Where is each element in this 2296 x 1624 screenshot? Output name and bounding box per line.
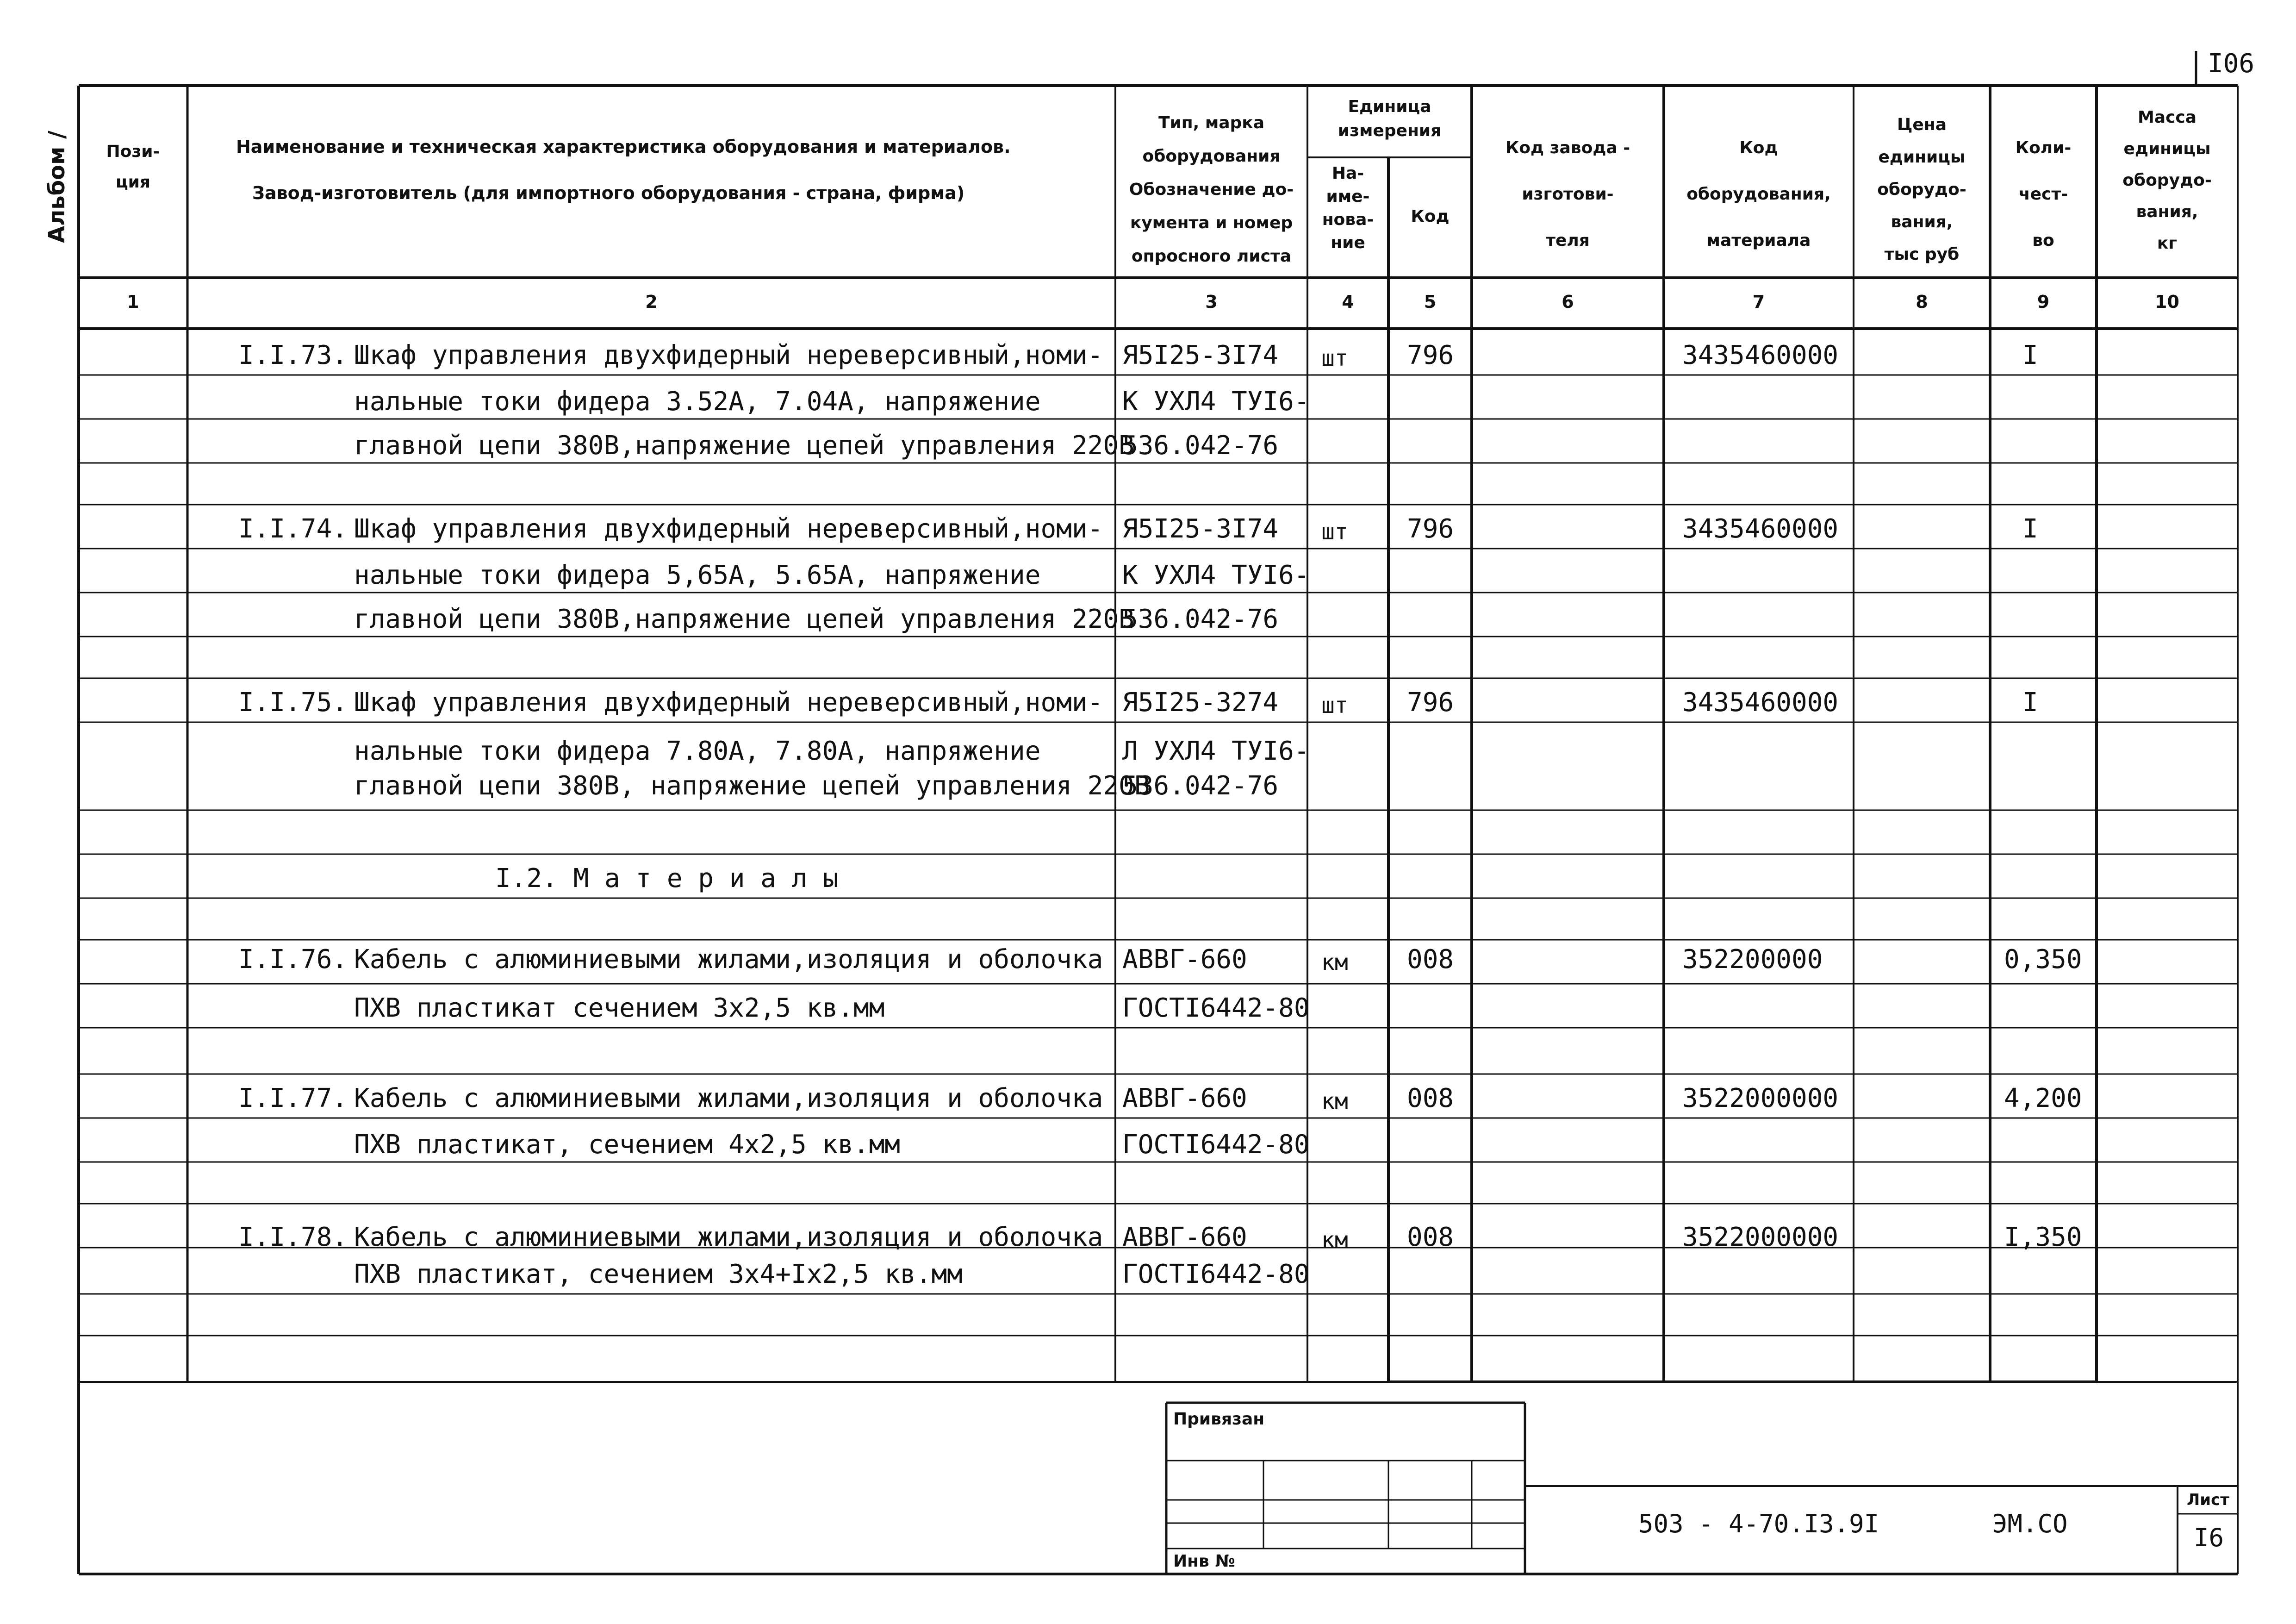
row-equipment-code: 3435460000 xyxy=(1682,340,1839,370)
row-name-line: главной цепи 380В, напряжение цепей управления 220В xyxy=(354,771,1150,801)
row-unit: шт xyxy=(1321,345,1348,371)
header-type: Тип, марка оборудования Обозначение до- кумента и номер опросного листа xyxy=(1129,113,1294,266)
row-name-line: ПХВ пластикат сечением 3х2,5 кв.мм xyxy=(354,993,885,1023)
row-type-line: Л УХЛ4 ТУI6- xyxy=(1122,736,1310,766)
row-type-line: Я5I25-3I74 xyxy=(1122,340,1279,370)
section-title: I.2. М а т е р и а л ы xyxy=(495,863,839,893)
header-name-line1: Наименование и техническая характеристика оборудования и материалов. xyxy=(236,137,1011,157)
col-number: 9 xyxy=(2037,292,2050,312)
row-unit-code: 796 xyxy=(1407,340,1454,370)
row-unit-code: 008 xyxy=(1407,1222,1454,1252)
row-type-line: Я5I25-3274 xyxy=(1122,687,1279,718)
sheet-number: I6 xyxy=(2194,1523,2224,1552)
row-equipment-code: 3435460000 xyxy=(1682,514,1839,544)
header-equipment-code: Код оборудования, материала xyxy=(1686,138,1831,250)
header-price: Цена единицы оборудо- вания, тыс руб xyxy=(1877,115,1966,264)
row-name-line: ПХВ пластикат, сечением 3х4+Iх2,5 кв.мм xyxy=(354,1259,963,1289)
row-name-line: Кабель с алюминиевыми жилами,изоляция и оболочка xyxy=(354,1083,1103,1113)
row-name-line: главной цепи 380В,напряжение цепей управления 220В xyxy=(354,431,1134,461)
row-position: I.I.74. xyxy=(238,514,348,544)
row-equipment-code: 3522000000 xyxy=(1682,1083,1839,1113)
sheet-label: Лист xyxy=(2187,1491,2229,1509)
col-number: 2 xyxy=(645,292,658,312)
header-factory-code: Код завода - изготови- теля xyxy=(1505,138,1630,250)
row-name-line: Кабель с алюминиевыми жилами,изоляция и оболочка xyxy=(354,1222,1103,1252)
row-unit: шт xyxy=(1321,519,1348,545)
col-number: 3 xyxy=(1205,292,1218,312)
stamp-inventory-label: Инв № xyxy=(1173,1552,1235,1571)
row-position: I.I.78. xyxy=(238,1222,348,1252)
row-quantity: I xyxy=(2022,687,2038,718)
row-unit-code: 008 xyxy=(1407,944,1454,974)
col-number: 8 xyxy=(1916,292,1928,312)
row-unit: км xyxy=(1321,949,1348,975)
row-type-line: АВВГ-660 xyxy=(1122,944,1247,974)
row-position: I.I.77. xyxy=(238,1083,348,1113)
row-unit-code: 008 xyxy=(1407,1083,1454,1113)
row-quantity: 4,200 xyxy=(2004,1083,2082,1113)
row-position: I.I.73. xyxy=(238,340,348,370)
header-unit-code: Код xyxy=(1411,207,1450,226)
row-type-line: 536.042-76 xyxy=(1122,604,1279,634)
row-type-line: К УХЛ4 ТУI6- xyxy=(1122,560,1310,590)
row-unit-code: 796 xyxy=(1407,514,1454,544)
col-number: 4 xyxy=(1342,292,1354,312)
row-quantity: I xyxy=(2022,340,2038,370)
row-name-line: Шкаф управления двухфидерный нереверсивный,номи- xyxy=(354,514,1103,544)
header-quantity: Коли- чест- во xyxy=(2015,138,2072,250)
row-equipment-code: 3435460000 xyxy=(1682,687,1839,718)
col-number: 10 xyxy=(2155,292,2179,312)
header-unit: Единица измерения xyxy=(1338,97,1442,140)
row-name-line: нальные токи фидера 7.80А, 7.80А, напряжение xyxy=(354,736,1041,766)
row-unit-code: 796 xyxy=(1407,687,1454,718)
row-type-line: К УХЛ4 ТУI6- xyxy=(1122,387,1310,417)
row-position: I.I.76. xyxy=(238,944,348,974)
header-mass: Масса единицы оборудо- вания, кг xyxy=(2122,108,2212,253)
col-number: 7 xyxy=(1752,292,1765,312)
document-mark: ЭМ.СО xyxy=(1992,1509,2068,1538)
row-name-line: Шкаф управления двухфидерный нереверсивный,номи- xyxy=(354,340,1103,370)
col-number: 6 xyxy=(1562,292,1574,312)
row-name-line: Шкаф управления двухфидерный нереверсивный,номи- xyxy=(354,687,1103,718)
header-name-line2: Завод-изготовитель (для импортного оборудования - страна, фирма) xyxy=(252,183,965,203)
stamp-attached-label: Привязан xyxy=(1173,1410,1265,1429)
page-number: I06 xyxy=(2208,49,2255,79)
row-position: I.I.75. xyxy=(238,687,348,718)
row-type-line: АВВГ-660 xyxy=(1122,1222,1247,1252)
header-position: Пози- ция xyxy=(106,142,160,192)
row-type-line: Я5I25-3I74 xyxy=(1122,514,1279,544)
document-code: 503 - 4-70.I3.9I xyxy=(1638,1509,1879,1538)
col-number: 5 xyxy=(1424,292,1437,312)
header-unit-name: На- име- нова- ние xyxy=(1322,164,1374,252)
row-type-line: 536.042-76 xyxy=(1122,431,1279,461)
row-type-line: ГОСТI6442-80 xyxy=(1122,993,1310,1023)
row-equipment-code: 352200000 xyxy=(1682,944,1823,974)
row-quantity: I xyxy=(2022,514,2038,544)
album-label: Альбом / xyxy=(44,131,70,243)
row-name-line: нальные токи фидера 5,65А, 5.65А, напряжение xyxy=(354,560,1041,590)
row-type-line: АВВГ-660 xyxy=(1122,1083,1247,1113)
row-type-line: ГОСТI6442-80 xyxy=(1122,1259,1310,1289)
row-name-line: ПХВ пластикат, сечением 4х2,5 кв.мм xyxy=(354,1130,901,1160)
row-equipment-code: 3522000000 xyxy=(1682,1222,1839,1252)
col-number: 1 xyxy=(127,292,139,312)
row-unit: км xyxy=(1321,1088,1348,1114)
row-unit: км xyxy=(1321,1227,1348,1253)
row-type-line: ГОСТI6442-80 xyxy=(1122,1130,1310,1160)
row-type-line: 536.042-76 xyxy=(1122,771,1279,801)
row-quantity: 0,350 xyxy=(2004,944,2082,974)
row-name-line: Кабель с алюминиевыми жилами,изоляция и оболочка xyxy=(354,944,1103,974)
row-quantity: I,350 xyxy=(2004,1222,2082,1252)
row-name-line: главной цепи 380В,напряжение цепей управления 220В xyxy=(354,604,1134,634)
row-name-line: нальные токи фидера 3.52А, 7.04А, напряжение xyxy=(354,387,1041,417)
row-unit: шт xyxy=(1321,693,1348,718)
